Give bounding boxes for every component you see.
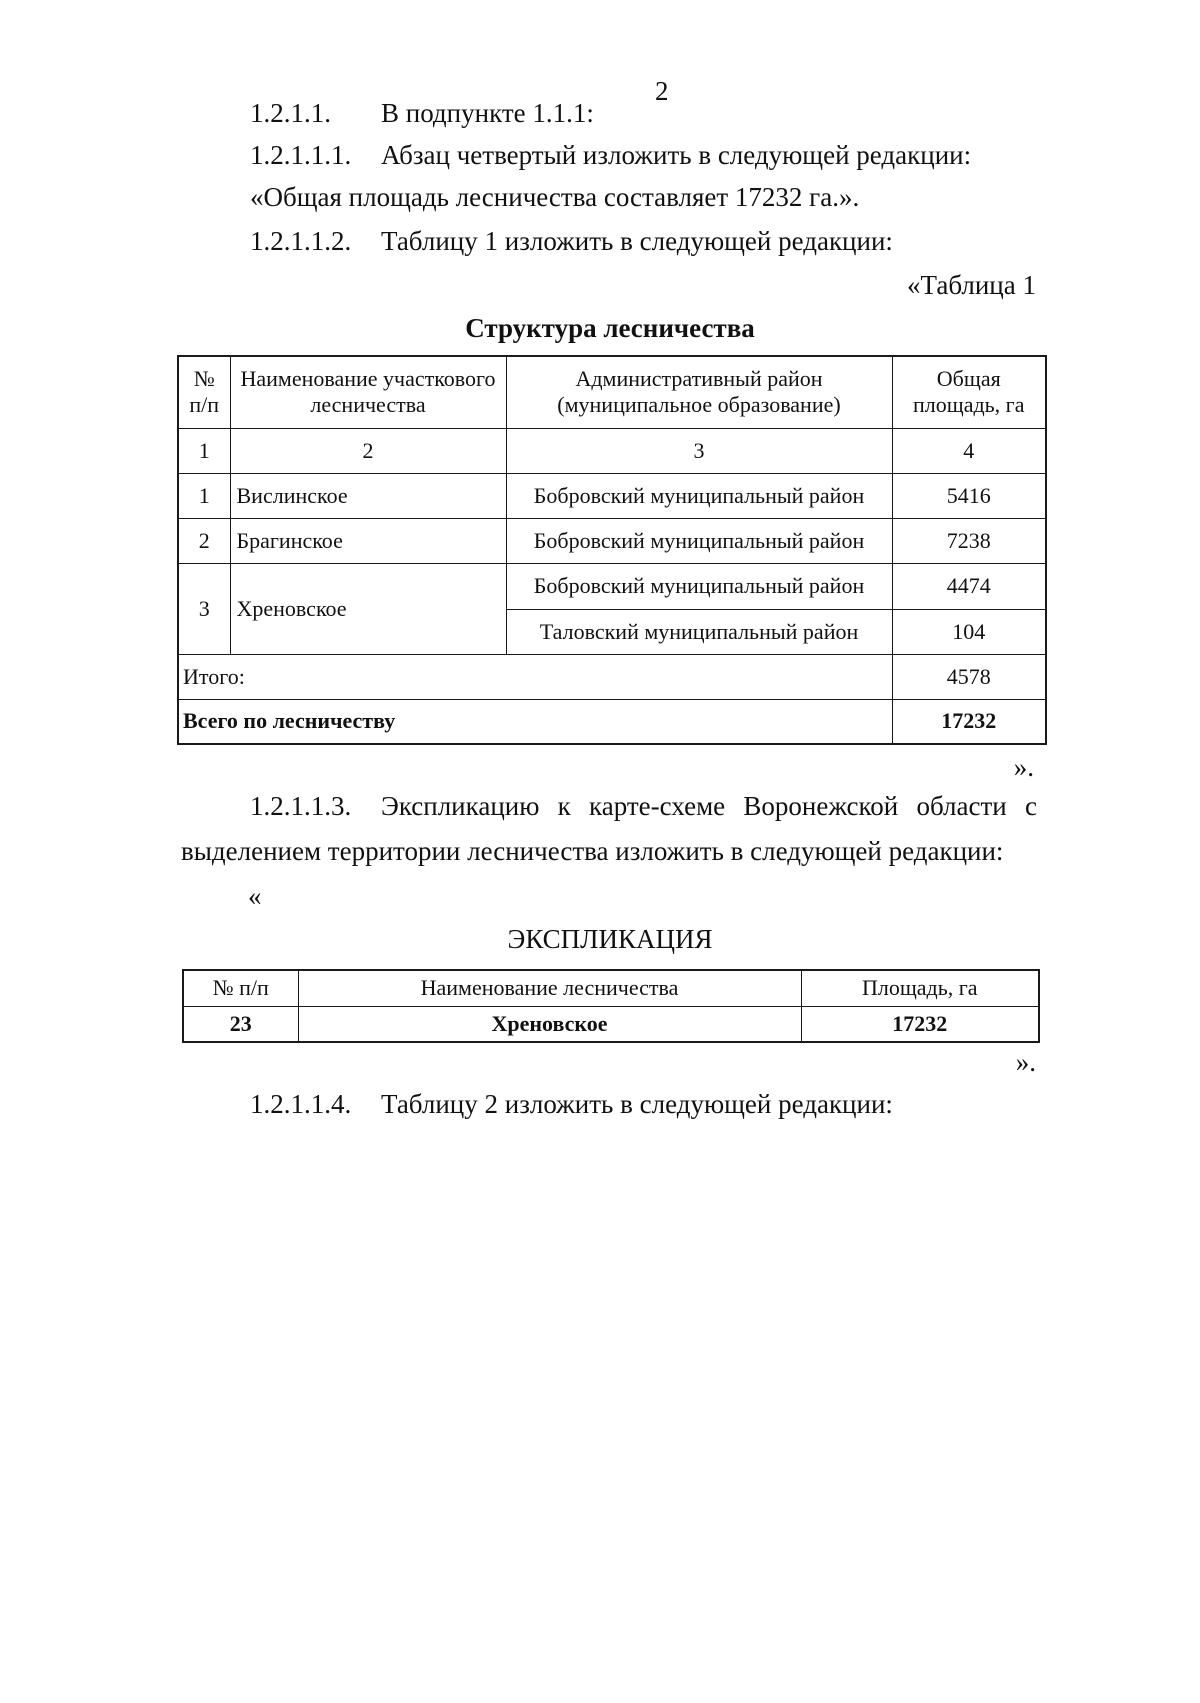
table-header-row (178, 356, 1046, 428)
item-number: 1.2.1.1.4. (250, 1089, 352, 1119)
header-line: Наименование участкового (240, 366, 496, 392)
word: Экспликацию (381, 791, 540, 821)
page-number: 2 (655, 76, 669, 106)
table-header-row (183, 970, 1039, 1006)
header-line: площадь, га (913, 392, 1025, 418)
subtotal-label: Итого: (178, 654, 892, 699)
table-row (178, 563, 1046, 609)
header-line: п/п (189, 392, 220, 418)
total-row (178, 699, 1046, 744)
item-text: Таблицу 1 изложить в следующей редакции: (381, 226, 893, 256)
header-cell (506, 356, 892, 428)
forestry-structure-table (177, 355, 1047, 745)
total-label: Всего по лесничеству (178, 699, 892, 744)
item-text: Таблицу 2 изложить в следующей редакции: (381, 1089, 893, 1119)
forestry-name: Брагинское (230, 518, 506, 563)
table-title: Структура лесничества (465, 313, 755, 343)
column-number: 2 (230, 428, 506, 473)
district-name: Бобровский муниципальный район (506, 518, 892, 563)
item-number: 1.2.1.1.3. (250, 791, 352, 821)
area-value: 5416 (892, 473, 1046, 518)
header-line: № (193, 366, 215, 392)
row-number: 23 (183, 1006, 298, 1042)
closing-quote: ». (1013, 752, 1034, 782)
column-number: 3 (506, 428, 892, 473)
item-text: В подпункте 1.1.1: (381, 98, 594, 128)
column-number: 1 (178, 428, 230, 473)
row-number: 2 (178, 518, 230, 563)
district-name: Таловский муниципальный район (506, 609, 892, 654)
forestry-name: Хреновское (230, 563, 506, 654)
justified-line (381, 791, 1037, 822)
row-number: 1 (178, 473, 230, 518)
header-cell: Наименование лесничества (298, 970, 801, 1006)
header-line: Административный район (575, 366, 823, 392)
item-number: 1.2.1.1. (250, 98, 331, 128)
row-number: 3 (178, 563, 230, 654)
area-value: 7238 (892, 518, 1046, 563)
table-row (178, 473, 1046, 518)
item-number: 1.2.1.1.2. (250, 226, 352, 256)
table-row (183, 1006, 1039, 1042)
word: Воронежской (743, 791, 899, 821)
word: карте-схеме (589, 791, 726, 821)
word: к (557, 791, 571, 821)
subtotal-row (178, 654, 1046, 699)
quoted-text: «Общая площадь лесничества составляет 17232 га.». (250, 182, 860, 212)
total-value: 17232 (892, 699, 1046, 744)
area-value: 104 (892, 609, 1046, 654)
header-cell (178, 356, 230, 428)
explication-table (182, 969, 1040, 1043)
header-cell: Площадь, га (801, 970, 1039, 1006)
table-row (178, 518, 1046, 563)
header-line: Общая (936, 366, 1001, 392)
item-text-continuation: выделением территории лесничества изложить в следующей редакции: (181, 836, 1004, 866)
closing-quote: ». (1015, 1047, 1036, 1077)
column-number-row (178, 428, 1046, 473)
area-value: 17232 (801, 1006, 1039, 1042)
forestry-name: Хреновское (298, 1006, 801, 1042)
forestry-name: Вислинское (230, 473, 506, 518)
header-line: лесничества (310, 392, 426, 418)
district-name: Бобровский муниципальный район (506, 473, 892, 518)
column-number: 4 (892, 428, 1046, 473)
header-cell (230, 356, 506, 428)
header-line: (муниципальное образование) (557, 392, 841, 418)
district-name: Бобровский муниципальный район (506, 563, 892, 609)
header-cell: № п/п (183, 970, 298, 1006)
item-text: Абзац четвертый изложить в следующей редакции: (381, 140, 972, 170)
item-number: 1.2.1.1.1. (250, 140, 352, 170)
word: области (916, 791, 1007, 821)
word: с (1024, 791, 1037, 821)
table-label: «Таблица 1 (907, 270, 1036, 300)
subtotal-value: 4578 (892, 654, 1046, 699)
header-cell (892, 356, 1046, 428)
open-quote: « (248, 881, 262, 911)
explication-title: ЭКСПЛИКАЦИЯ (507, 924, 713, 954)
area-value: 4474 (892, 563, 1046, 609)
